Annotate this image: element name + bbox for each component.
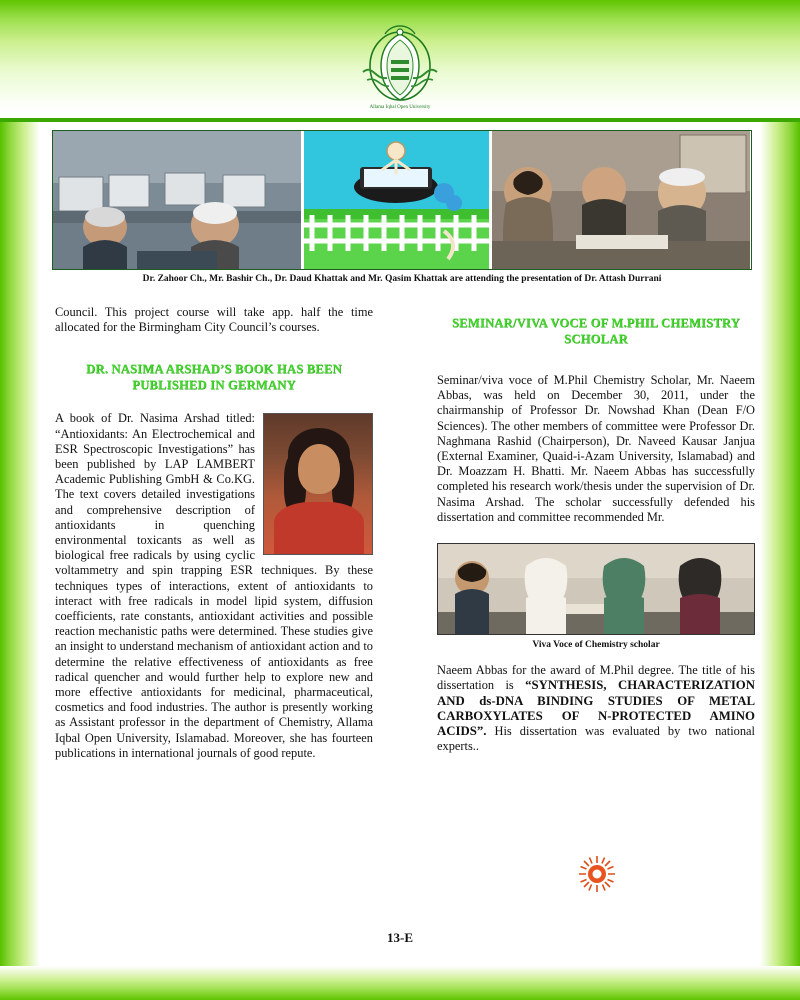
left-column-heading: DR. NASIMA ARSHAD’S BOOK HAS BEEN PUBLISHED IN GERMANY — [86, 362, 342, 393]
dissertation-title: “SYNTHESIS, CHARACTERIZATION AND ds-DNA BINDING STUDIES OF METAL CARBOXYLATES OF N-PROTECTED AMINO ACIDS”. — [437, 678, 755, 739]
right-column — [437, 305, 755, 754]
sun-ornament-icon — [578, 855, 616, 893]
book-description-paragraph: A book of Dr. Nasima Arshad titled: “Antioxidants: An Electrochemical and ESR Spectroscopic Investigations” has been published by LAP LAMBERT Academic Publishing GmbH & Co.KG. The text covers detailed investigations and comprehensive description of antioxidants in quenching environmental toxicants as well as biological free radicals by using cyclic voltammetry and spin trapping ESR techniques. By these techniques types of interactions, extent of antioxidants to interact with free radicals in model lipid system, diffusion coefficients, rate constants, antioxidant activities and possible reaction mechanistic paths were determined. These studies give an insight to understand mechanism of antioxidant action and to determine the relative effectiveness of antioxidants as free radical quencher and would further help to explore new and more effective antioxidants for medicinal, pharmaceutical, cosmetics and food industries. The author is presently working as Assistant professor in the department of Chemistry, Allama Iqbal Open University, Islamabad. Moreover, she has fourteen publications in international journals of good repute. — [55, 411, 373, 760]
right-border-decoration — [760, 0, 800, 1000]
viva-photo-caption: Viva Voce of Chemistry scholar — [532, 640, 660, 651]
photo-strip-caption: Dr. Zahoor Ch., Mr. Bashir Ch., Dr. Daud Khattak and Mr. Qasim Khattak are attending the presentation of Dr. Attash Durrani — [142, 274, 662, 284]
dissertation-intro: Naeem Abbas for the award of M.Phil degree. The title of his dissertation is — [437, 663, 755, 693]
continued-paragraph: Council. This project course will take app. half the time allocated for the Birmingham City Council’s courses. — [55, 305, 373, 335]
photo-meeting-room-left — [53, 131, 301, 269]
photo-viva-voce-panel — [437, 543, 755, 635]
portrait-clothing — [274, 502, 364, 554]
seminar-paragraph-2 — [437, 663, 755, 754]
page-number: 13-E — [387, 930, 413, 945]
portrait-dr-nasima-arshad — [263, 413, 373, 555]
photo-illustration-graphic — [304, 131, 489, 269]
svg-text:Allama Iqbal Open University: Allama Iqbal Open University — [369, 105, 431, 110]
top-rule — [0, 118, 800, 122]
photo-strip — [52, 130, 752, 270]
seminar-paragraph-1: Seminar/viva voce of M.Phil Chemistry Scholar, Mr. Naeem Abbas, was held on December 30, 2011, under the chairmanship of Professor Dr. Nowshad Khan (Dean F/O Sciences). The other members of committee were Professor Dr. Naghmana Rashid (Chairperson), Dr. Naveed Kausar Janjua (External Examiner, Quaid-i-Azam University, Islamabad) and Dr. Moazzam H. Bhatti. Mr. Naeem Abbas has successfully completed his research work/thesis under the supervision of Dr. Nasima Arshad. The scholar successfully defended his dissertation and committee recommended Mr. — [437, 373, 755, 524]
dissertation-outro: His dissertation was evaluated by two national experts.. — [437, 724, 755, 754]
right-column-heading: SEMINAR/VIVA VOCE OF M.PHIL CHEMISTRY SCHOLAR — [451, 316, 741, 346]
bottom-border-decoration — [0, 966, 800, 1000]
national-emblem-icon — [355, 20, 445, 112]
left-border-decoration — [0, 0, 40, 1000]
left-column — [55, 305, 373, 761]
photo-meeting-room-right — [492, 131, 750, 269]
portrait-face — [298, 444, 340, 494]
